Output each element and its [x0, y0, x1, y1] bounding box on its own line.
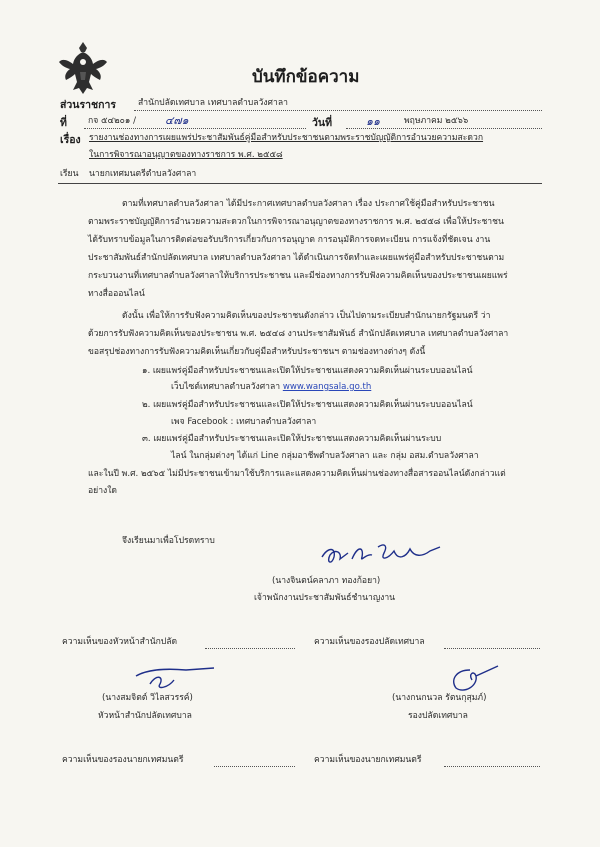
ref-handwritten-number: ๔๗๑ [165, 114, 189, 127]
officer-name: (นางจินตน์คลาภา ทองก้อยา) [272, 576, 381, 586]
para2-line3: ขอสรุปช่องทางการรับฟังความคิดเห็นเกี่ยวกับคู่มือสำหรับประชาชนฯ ตามช่องทางต่างๆ ดังนี้ [88, 347, 426, 357]
date-label: วันที่ [312, 117, 332, 129]
memo-title: บันทึกข้อความ [252, 67, 360, 87]
para1-line4: ประชาสัมพันธ์สำนักปลัดเทศบาล เทศบาลตำบลวังศาลา ได้ดำเนินการจัดทำและเผยแพร่คู่มือสำหรับประชาชนตาม [88, 253, 505, 263]
opinion-head-office-label: ความเห็นของหัวหน้าสำนักปลัด [62, 637, 178, 647]
salutation-value: นายกเทศมนตรีตำบลวังศาลา [89, 169, 197, 179]
para1-line3: ได้รับทราบข้อมูลในการติดต่อขอรับบริการเกี่ยวกับการอนุญาต การอนุมัติการจดทะเบียน การแจ้งที่ชัดเจน งาน [88, 235, 491, 245]
para2-line1: ดังนั้น เพื่อให้การรับฟังความคิดเห็นของประชาชนดังกล่าว เป็นไปตามระเบียบสำนักนายกรัฐมนตรี ว่า [122, 311, 491, 321]
head-office-name: (นางสมจิตต์ วิไลสวรรค์) [102, 693, 193, 703]
deputy-clerk-position: รองปลัดเทศบาล [408, 711, 468, 721]
opinion-deputy-clerk-label: ความเห็นของรองปลัดเทศบาล [314, 637, 425, 647]
website-link[interactable]: www.wangsala.go.th [282, 382, 372, 392]
list-item-2-line1: ๒. เผยแพร่คู่มือสำหรับประชาชนและเปิดให้ประชาชนแสดงความคิดเห็นผ่านระบบออนไลน์ [142, 400, 473, 410]
signature-deputy-clerk [442, 662, 502, 694]
closing-text: จึงเรียนมาเพื่อโปรดทราบ [122, 536, 215, 546]
signature-officer [318, 535, 448, 575]
subject-line-2: ในการพิจารณาอนุญาตของทางราชการ พ.ศ. ๒๕๕๘ [89, 150, 283, 160]
deputy-clerk-name: (นางกนกนวล รัตนกุสุมภ์) [392, 693, 487, 703]
agency-value: สำนักปลัดเทศบาล เทศบาลตำบลวังศาลา [138, 98, 288, 108]
opinion-deputy-mayor-label: ความเห็นของรองนายกเทศมนตรี [62, 755, 184, 765]
ref-value: กจ ๕๔๒๐๑ / [88, 116, 136, 126]
agency-label: ส่วนราชการ [60, 99, 117, 111]
list-item-1-line2 [171, 382, 371, 392]
header-divider [58, 183, 542, 184]
subject-label: เรื่อง [60, 134, 81, 146]
garuda-emblem-icon [58, 38, 108, 98]
head-office-position: หัวหน้าสำนักปลัดเทศบาล [98, 711, 192, 721]
date-month-year: พฤษภาคม ๒๕๖๖ [404, 116, 469, 126]
para2-line2: ด้วยการรับฟังความคิดเห็นของประชาชน พ.ศ. ๒๕๔๘ งานประชาสัมพันธ์ สำนักปลัดเทศบาล เทศบาลตำบลวังศาลา [88, 329, 509, 339]
signature-head-office [130, 662, 220, 692]
list-item-1-prefix: เว็บไซต์เทศบาลตำบลวังศาลา [171, 382, 283, 392]
subject-line-1: รายงานช่องทางการเผยแพร่ประชาสัมพันธ์คู่มือสำหรับประชาชนตามพระราชบัญญัติการอำนวยความสะดวก [89, 133, 484, 143]
para3-line2: อย่างใด [88, 486, 117, 496]
para1-line2: ตามพระราชบัญญัติการอำนวยความสะดวกในการพิจารณาอนุญาตของทางราชการ พ.ศ. ๒๕๕๘ เพื่อให้ประชาชน [88, 217, 504, 227]
list-item-1-line1: ๑. เผยแพร่คู่มือสำหรับประชาชนและเปิดให้ประชาชนแสดงความคิดเห็นผ่านระบบออนไลน์ [142, 366, 473, 376]
officer-position: เจ้าพนักงานประชาสัมพันธ์ชำนาญงาน [254, 593, 396, 603]
salutation-label: เรียน [60, 169, 79, 179]
ref-label: ที่ [60, 117, 67, 129]
list-item-3-line2: ไลน์ ในกลุ่มต่างๆ ได้แก่ Line กลุ่มอาชีพตำบลวังศาลา และ กลุ่ม อสม.ตำบลวังศาลา [171, 451, 479, 461]
date-day: ๑๑ [366, 115, 380, 128]
para1-line1: ตามที่เทศบาลตำบลวังศาลา ได้มีประกาศเทศบาลตำบลวังศาลา เรื่อง ประกาศใช้คู่มือสำหรับประชาชน [122, 199, 495, 209]
list-item-3-line1: ๓. เผยแพร่คู่มือสำหรับประชาชนและเปิดให้ประชาชนแสดงความคิดเห็นผ่านระบบ [142, 434, 442, 444]
para1-line5: กระบวนงานที่เทศบาลตำบลวังศาลาให้บริการประชาชน และมีช่องทางการรับฟังความคิดเห็นของประชาชนเผยแพร่ [88, 271, 508, 281]
opinion-mayor-label: ความเห็นของนายกเทศมนตรี [314, 755, 422, 765]
para3-line1: และในปี พ.ศ. ๒๕๖๕ ไม่มีประชาชนเข้ามาใช้บริการและแสดงความคิดเห็นผ่านช่องทางสื่อสารออนไลน์ดังกล่าวแต่ [88, 469, 506, 479]
para1-line6: ทางสื่อออนไลน์ [88, 289, 145, 299]
list-item-2-line2: เพจ Facebook : เทศบาลตำบลวังศาลา [171, 417, 317, 427]
